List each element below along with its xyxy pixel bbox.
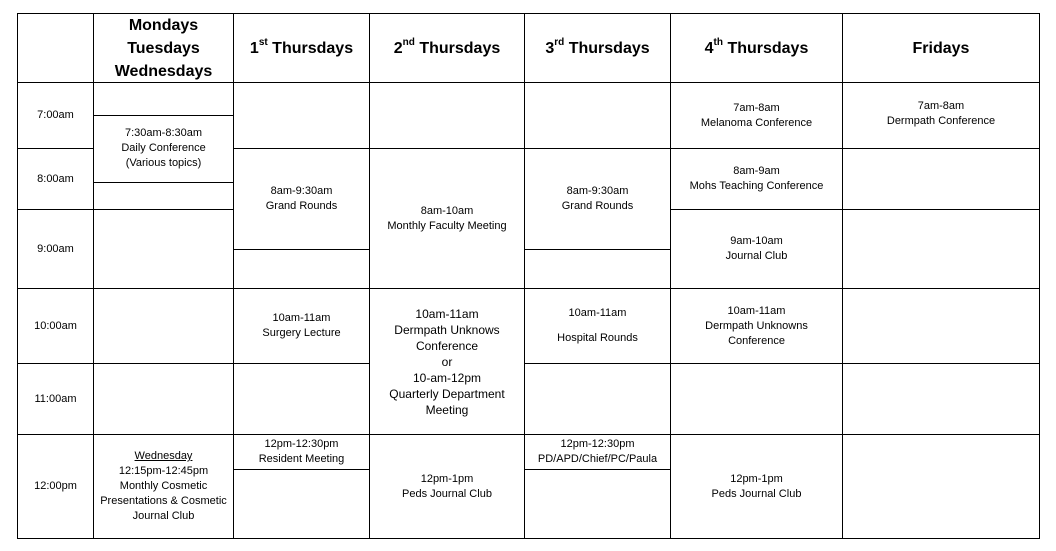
event-time: 12pm-12:30pm	[560, 438, 635, 450]
t4-mohs-teaching	[670, 148, 843, 210]
time-11am: 11:00am	[17, 363, 94, 435]
event-time: 10-am-12pm	[412, 370, 481, 385]
header-mondays: Mondays	[128, 16, 199, 34]
event-title: Peds Journal Club	[711, 487, 802, 500]
time-7am: 7:00am	[17, 82, 94, 149]
t2-empty-1	[369, 82, 525, 149]
event-time: 12pm-1pm	[420, 472, 474, 485]
event-title: Daily Conference	[121, 142, 206, 154]
event-or: or	[441, 354, 453, 369]
event-time: 8am-9am	[733, 165, 780, 177]
mtw-empty-1	[93, 82, 234, 116]
mtw-cosmetic-journal-club	[93, 434, 234, 539]
t1-surgery-lecture	[233, 288, 370, 364]
event-time: 7:30am-8:30am	[124, 127, 203, 139]
header-wednesdays: Wednesdays	[114, 62, 213, 80]
event-time: 7am-8am	[917, 100, 965, 112]
header-1st-thursdays: 1st Thursdays	[233, 13, 370, 83]
event-time: 10am-11am	[272, 312, 331, 324]
mtw-daily-conference	[93, 115, 234, 183]
time-10am: 10:00am	[17, 288, 94, 364]
t4-journal-club	[670, 209, 843, 289]
event-title: Monthly Cosmetic	[119, 480, 208, 492]
event-title: Surgery Lecture	[262, 327, 341, 339]
event-title: Journal Club	[132, 510, 195, 522]
event-title: Resident Meeting	[258, 453, 345, 465]
t3-grand-rounds	[524, 148, 671, 250]
event-time: 8am-9:30am	[566, 185, 629, 197]
header-corner	[17, 13, 94, 83]
time-8am: 8:00am	[17, 148, 94, 210]
t3-empty-3	[524, 363, 671, 435]
mtw-empty-3	[93, 209, 234, 289]
t4-empty-1	[670, 363, 843, 435]
event-title: Mohs Teaching Conference	[689, 180, 824, 192]
event-title: Hospital Rounds	[557, 332, 638, 344]
event-time: 8am-9:30am	[270, 185, 333, 197]
fri-empty-1	[842, 148, 1040, 210]
event-title: Melanoma Conference	[700, 116, 813, 129]
event-time: 9am-10am	[730, 235, 783, 247]
event-note: (Various topics)	[125, 157, 202, 169]
header-mon-tue-wed	[93, 13, 234, 83]
event-title: Grand Rounds	[561, 200, 634, 212]
event-time: 8am-10am	[420, 204, 474, 217]
event-title: Meeting	[425, 402, 469, 417]
event-day: Wednesday	[134, 450, 193, 462]
event-title: PD/APD/Chief/PC/Paula	[537, 453, 658, 465]
event-title: Quarterly Department	[389, 386, 505, 401]
time-9am: 9:00am	[17, 209, 94, 289]
event-time: 10am-11am	[415, 306, 479, 321]
t1-empty-4	[233, 469, 370, 539]
fri-dermpath-conference	[842, 82, 1040, 149]
event-time: 12pm-1pm	[730, 472, 783, 485]
event-title: Dermpath Unknows	[394, 322, 500, 337]
time-12pm: 12:00pm	[17, 434, 94, 539]
event-time: 12:15pm-12:45pm	[118, 465, 209, 477]
t4-melanoma-conference	[670, 82, 843, 149]
event-title: Journal Club	[725, 250, 788, 262]
mtw-empty-5	[93, 363, 234, 435]
event-title: Peds Journal Club	[402, 487, 492, 500]
t3-empty-4	[524, 469, 671, 539]
event-title: Conference	[415, 338, 479, 353]
header-4th-thursdays: 4th Thursdays	[670, 13, 843, 83]
t2-dermpath-unknowns	[369, 288, 525, 435]
t1-resident-meeting	[233, 434, 370, 470]
t3-hospital-rounds	[524, 288, 671, 364]
header-2nd-thursdays: 2nd Thursdays	[369, 13, 525, 83]
t2-peds-journal-club	[369, 434, 525, 539]
event-title: Grand Rounds	[265, 200, 338, 212]
fri-empty-5	[842, 434, 1040, 539]
header-tuesdays: Tuesdays	[127, 39, 200, 57]
t1-empty-2	[233, 249, 370, 289]
t4-peds-journal-club	[670, 434, 843, 539]
t1-grand-rounds	[233, 148, 370, 250]
t4-dermpath-unknowns	[670, 288, 843, 364]
header-3rd-thursdays: 3rd Thursdays	[524, 13, 671, 83]
event-time: 7am-8am	[733, 101, 780, 114]
mtw-empty-2	[93, 182, 234, 210]
event-time: 10am-11am	[568, 307, 627, 319]
fri-empty-4	[842, 363, 1040, 435]
t2-faculty-meeting	[369, 148, 525, 289]
t1-empty-3	[233, 363, 370, 435]
event-title: Monthly Faculty Meeting	[387, 219, 507, 232]
mtw-empty-4	[93, 288, 234, 364]
t1-empty-1	[233, 82, 370, 149]
fri-empty-3	[842, 288, 1040, 364]
event-title: Presentations & Cosmetic	[100, 495, 227, 507]
event-title: Dermpath Unknowns	[705, 319, 808, 332]
event-title: Conference	[728, 334, 785, 347]
t3-empty-2	[524, 249, 671, 289]
event-time: 10am-11am	[727, 304, 786, 317]
fri-empty-2	[842, 209, 1040, 289]
event-time: 12pm-12:30pm	[264, 438, 339, 450]
header-fridays: Fridays	[842, 13, 1040, 83]
t3-pd-meeting	[524, 434, 671, 470]
t3-empty-1	[524, 82, 671, 149]
event-title: Dermpath Conference	[886, 115, 996, 127]
